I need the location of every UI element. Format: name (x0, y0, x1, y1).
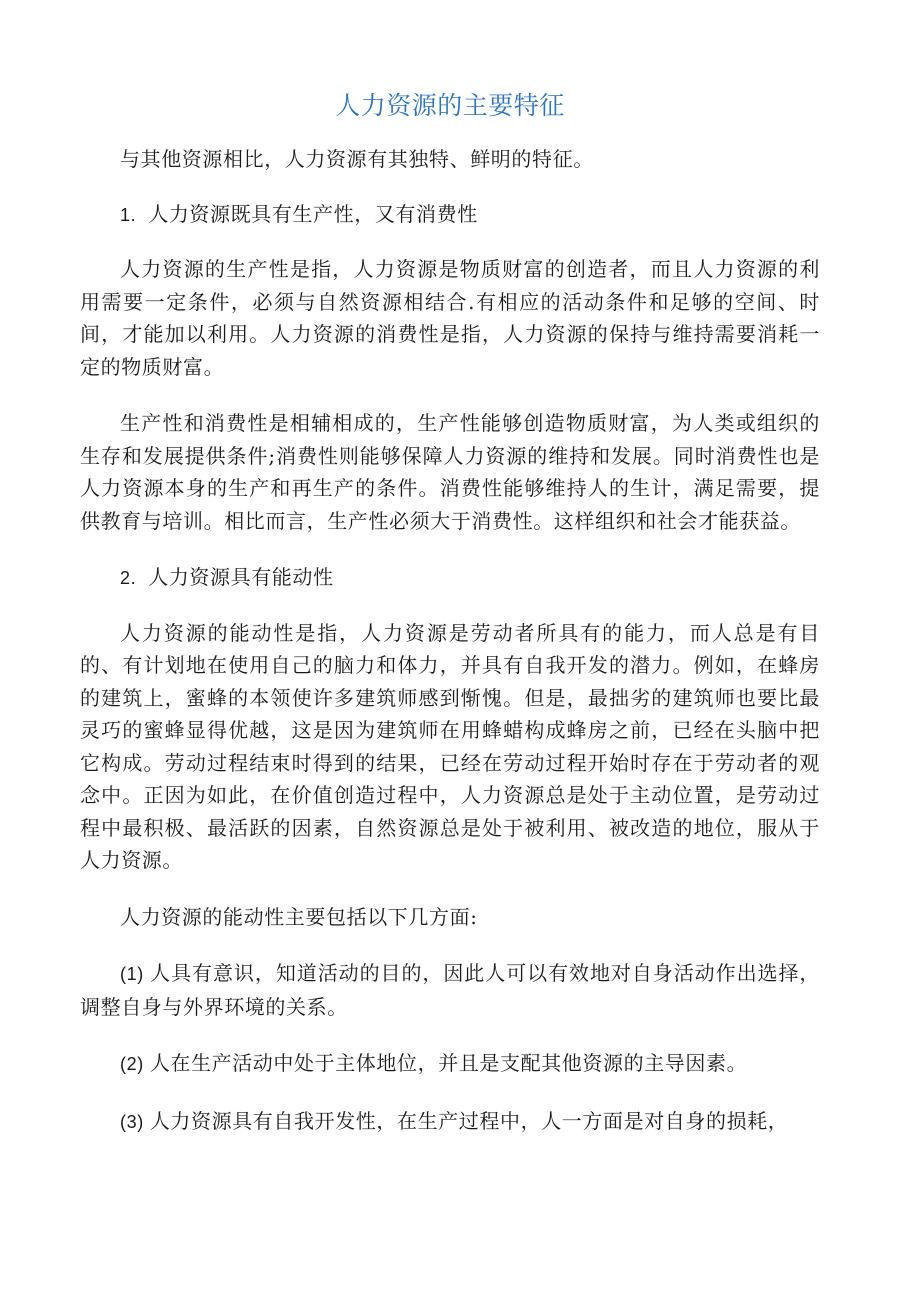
list-item (80, 957, 820, 1023)
section-1-heading-text: 人力资源既具有生产性，又有消费性 (148, 201, 478, 226)
section-2-paragraph-2: 人力资源的能动性主要包括以下几方面: (120, 904, 478, 929)
list-item (80, 1047, 820, 1081)
section-2-heading-text: 人力资源具有能动性 (148, 565, 334, 589)
section-2-paragraph-1: 人力资源的能动性是指，人力资源是劳动者所具有的能力，而人总是有目的、有计划地在使用自己的脑力和体力，并具有自我开发的潜力。例如，在蜂房的建筑上，蜜蜂的本领使许多建筑师感到惭愧。但是，最拙劣的建筑师也要比最灵巧的蜜蜂显得优越，这是因为建筑师在用蜂蜡构成蜂房之前，已经在头脑中把它构成。劳动过程结束时得到的结果，已经在劳动过程开始时存在于劳动者的观念中。正因为如此，在价值创造过程中，人力资源总是处于主动位置，是劳动过程中最积极、最活跃的因素，自然资源总是处于被利用、被改造的地位，服从于人力资源。 (80, 620, 820, 872)
section-2-heading (80, 561, 820, 595)
list-item-number: (1) (120, 964, 144, 984)
document-title: 人力资源的主要特征 (335, 91, 565, 120)
list-item-number: (2) (120, 1054, 144, 1074)
section-1-paragraph-1: 人力资源的生产性是指，人力资源是物质财富的创造者，而且人力资源的利用需要一定条件，必须与自然资源相结合.有相应的活动条件和足够的空间、时间，才能加以利用。人力资源的消费性是指，人力资源的保持与维持需要消耗一定的物质财富。 (80, 257, 820, 379)
section-1-paragraph-2: 生产性和消费性是相辅相成的，生产性能够创造物质财富，为人类或组织的生存和发展提供条件;消费性则能够保障人力资源的维持和发展。同时消费性也是人力资源本身的生产和再生产的条件。消费性能够维持人的生计，满足需要，提供教育与培训。相比而言，生产性必须大于消费性。这样组织和社会才能获益。 (80, 411, 820, 533)
section-1-number: 1. (120, 204, 137, 225)
list-item (80, 1105, 820, 1139)
list-item-text: 人力资源具有自我开发性，在生产过程中，人一方面是对自身的损耗， (149, 1108, 789, 1133)
list-item-number: (3) (120, 1111, 144, 1132)
intro-paragraph: 与其他资源相比，人力资源有其独特、鲜明的特征。 (120, 147, 594, 171)
document-page (80, 0, 820, 1138)
list-item-text: 人在生产活动中处于主体地位，并且是支配其他资源的主导因素。 (149, 1051, 748, 1075)
section-2-number: 2. (120, 568, 137, 588)
section-1-heading (80, 198, 820, 232)
list-item-text: 人具有意识，知道活动的目的，因此人可以有效地对自身活动作出选择，调整自身与外界环境的关系。 (80, 961, 820, 1019)
